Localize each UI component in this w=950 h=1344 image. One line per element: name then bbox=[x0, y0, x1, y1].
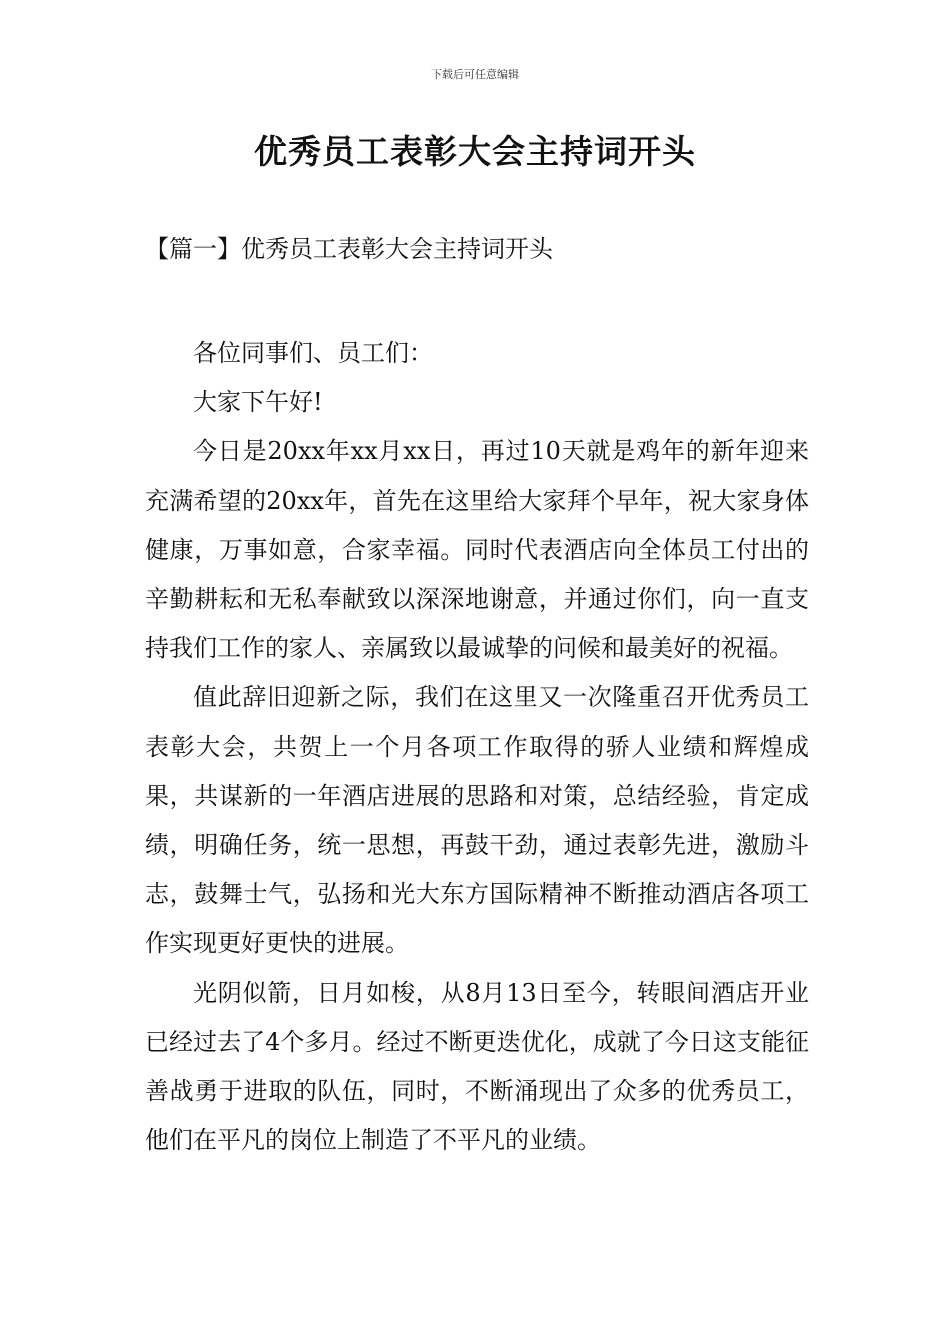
document-body bbox=[145, 329, 809, 1165]
section-heading: 【篇一】优秀员工表彰大会主持词开头 bbox=[145, 235, 553, 263]
paragraph-greeting: 各位同事们、员工们： bbox=[193, 339, 433, 367]
header-note: 下载后可任意编辑 bbox=[431, 68, 519, 81]
document-title: 优秀员工表彰大会主持词开头 bbox=[254, 132, 696, 171]
paragraph-new-year-wishes: 今日是20xx年xx月xx日，再过10天就是鸡年的新年迎来充满希望的20xx年，首先在这里给大家拜个早年，祝大家身体健康，万事如意，合家幸福。同时代表酒店向全体员工付出的辛勤耕耘和无私奉献致以深深地谢意，并通过你们，向一直支持我们工作的家人、亲属致以最诚挚的问候和最美好的祝福。 bbox=[145, 437, 809, 663]
paragraph-review: 光阴似箭，日月如梭，从8月13日至今，转眼间酒店开业已经过去了4个多月。经过不断更迭优化，成就了今日这支能征善战勇于进取的队伍，同时，不断涌现出了众多的优秀员工，他们在平凡的岗位上制造了不平凡的业绩。 bbox=[145, 978, 809, 1155]
paragraph-meeting-purpose: 值此辞旧迎新之际，我们在这里又一次隆重召开优秀员工表彰大会，共贺上一个月各项工作取得的骄人业绩和辉煌成果，共谋新的一年酒店进展的思路和对策，总结经验，肯定成绩，明确任务，统一思想，再鼓干劲，通过表彰先进，激励斗志，鼓舞士气，弘扬和光大东方国际精神不断推动酒店各项工作实现更好更快的进展。 bbox=[145, 683, 809, 958]
paragraph-salutation: 大家下午好! bbox=[193, 388, 323, 417]
